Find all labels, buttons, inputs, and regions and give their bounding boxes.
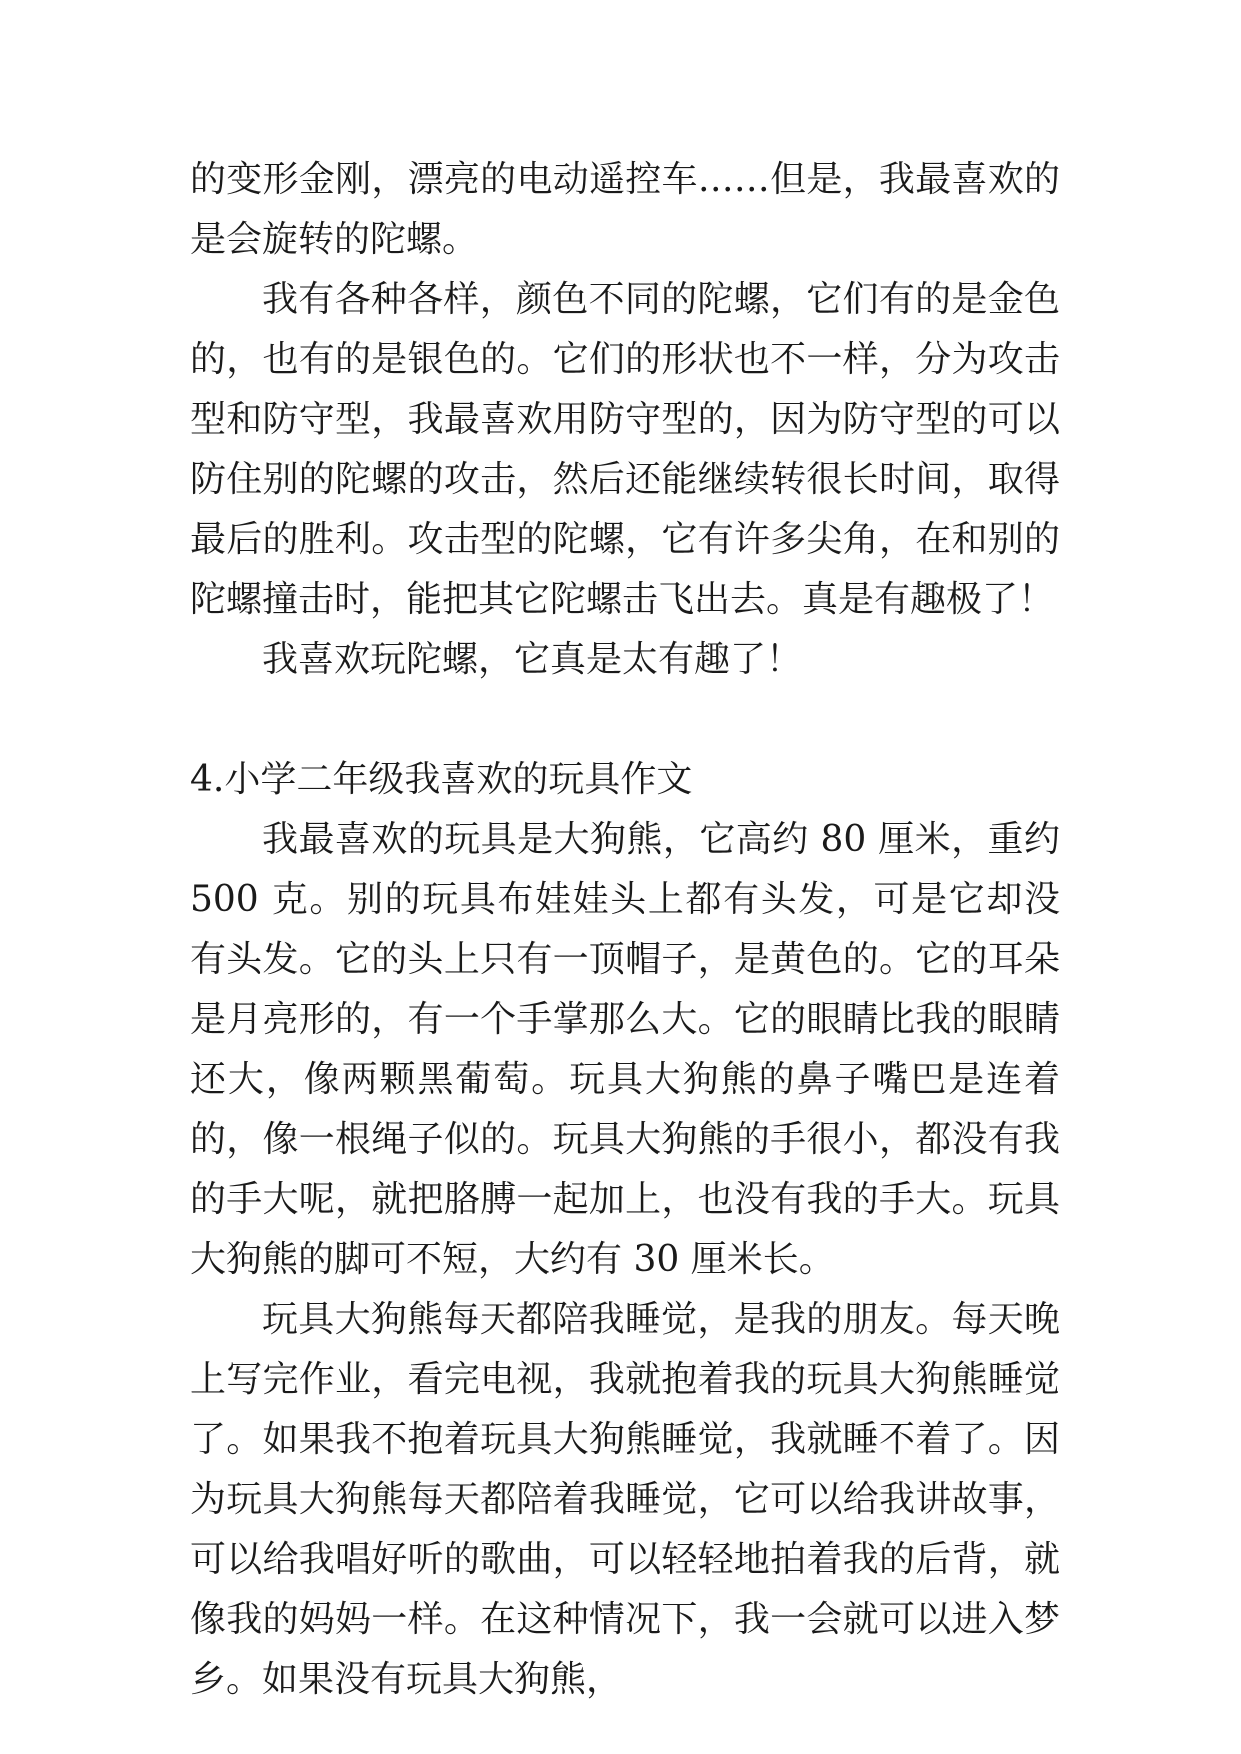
paragraph-top-colors: 我有各种各样，颜色不同的陀螺，它们有的是金色的，也有的是银色的。它们的形状也不一样，分为攻击型和防守型，我最喜欢用防守型的，因为防守型的可以防住别的陀螺的攻击，然后还能继续转很长时间，取得最后的胜利。攻击型的陀螺，它有许多尖角，在和别的陀螺撞击时，能把其它陀螺击飞出去。真是有趣极了！	[190, 279, 1060, 620]
section-title: 4.小学二年级我喜欢的玩具作文	[190, 759, 693, 800]
paragraph-continuation: 的变形金刚，漂亮的电动遥控车……但是，我最喜欢的是会旋转的陀螺。	[190, 159, 1060, 260]
paragraph-top-conclusion: 我喜欢玩陀螺，它真是太有趣了！	[262, 639, 803, 680]
document-body	[190, 150, 1060, 1710]
paragraph-bear-friend: 玩具大狗熊每天都陪我睡觉，是我的朋友。每天晚上写完作业，看完电视，我就抱着我的玩具大狗熊睡觉了。如果我不抱着玩具大狗熊睡觉，我就睡不着了。因为玩具大狗熊每天都陪着我睡觉，它可以给我讲故事，可以给我唱好听的歌曲，可以轻轻地拍着我的后背，就像我的妈妈一样。在这种情况下，我一会就可以进入梦乡。如果没有玩具大狗熊，	[190, 1299, 1060, 1700]
paragraph-bear-description: 我最喜欢的玩具是大狗熊，它高约 80 厘米，重约 500 克。别的玩具布娃娃头上都有头发，可是它却没有头发。它的头上只有一顶帽子，是黄色的。它的耳朵是月亮形的，有一个手掌那么大。它的眼睛比我的眼睛还大，像两颗黑葡萄。玩具大狗熊的鼻子嘴巴是连着的，像一根绳子似的。玩具大狗熊的手很小，都没有我的手大呢，就把胳膊一起加上，也没有我的手大。玩具大狗熊的脚可不短，大约有 30 厘米长。	[190, 819, 1060, 1280]
